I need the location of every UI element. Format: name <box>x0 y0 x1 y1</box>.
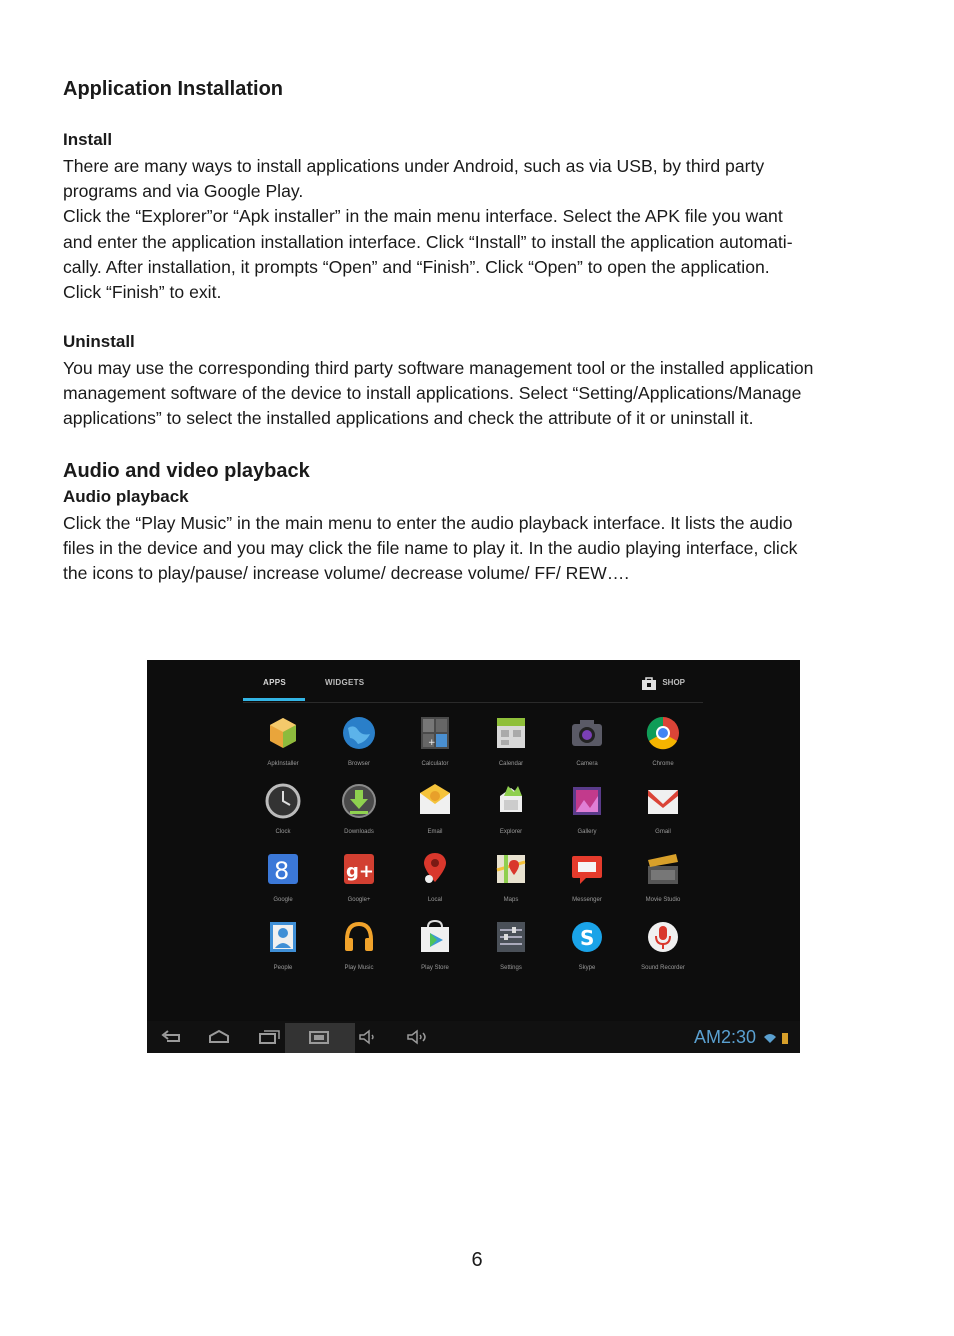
gallery-icon <box>568 782 606 820</box>
app-tile[interactable] <box>549 850 625 918</box>
volume-down-icon[interactable] <box>355 1027 383 1047</box>
calculator-icon <box>416 714 454 752</box>
app-tile[interactable] <box>549 918 625 986</box>
install-line: cally. After installation, it prompts “Open” and “Finish”. Click “Open” to open the application. <box>63 256 770 277</box>
shop-bag-icon <box>641 676 657 690</box>
audio-line: Click the “Play Music” in the main menu to enter the audio playback interface. It lists the audio <box>63 513 793 533</box>
app-label: Gmail <box>655 829 671 835</box>
app-tile[interactable] <box>321 782 397 850</box>
sound-recorder-icon <box>644 918 682 956</box>
app-tile[interactable] <box>473 782 549 850</box>
messenger-icon <box>568 850 606 888</box>
app-label: Movie Studio <box>645 897 681 903</box>
app-label: Calculator <box>421 761 449 767</box>
app-label: Gallery <box>577 829 597 835</box>
email-icon <box>416 782 454 820</box>
app-label: Downloads <box>344 829 374 835</box>
svg-text:g+: g+ <box>346 861 374 882</box>
app-label: Calendar <box>498 761 524 767</box>
app-tile[interactable] <box>397 918 473 986</box>
play-store-icon <box>416 918 454 956</box>
app-label: Maps <box>503 897 519 903</box>
app-tile[interactable] <box>321 918 397 986</box>
app-label: People <box>273 965 293 971</box>
app-tile[interactable] <box>549 714 625 782</box>
app-label: Email <box>427 829 443 835</box>
app-tile[interactable] <box>625 918 701 986</box>
install-line: Click “Finish” to exit. <box>63 282 222 303</box>
uninstall-text <box>63 356 903 432</box>
apk-installer-icon <box>264 714 302 752</box>
app-label: Sound Recorder <box>641 965 685 971</box>
app-tile[interactable] <box>473 714 549 782</box>
app-label: Clock <box>275 829 291 835</box>
uninstall-line: You may use the corresponding third party software management tool or the installed application <box>63 358 814 378</box>
app-tile[interactable] <box>397 782 473 850</box>
svg-text:+: + <box>428 738 436 748</box>
shop-label: SHOP <box>662 678 685 687</box>
app-label: ApkInstaller <box>267 761 299 767</box>
svg-text:8: 8 <box>274 857 290 885</box>
shop-button[interactable] <box>583 676 703 694</box>
app-label: Play Music <box>344 965 374 971</box>
app-tile[interactable] <box>321 714 397 782</box>
movie-studio-icon <box>644 850 682 888</box>
app-tile[interactable] <box>245 782 321 850</box>
explorer-icon <box>492 782 530 820</box>
install-line: Click the “Explorer”or “Apk installer” in the main menu interface. Select the APK file you want <box>63 206 783 227</box>
google-plus-icon <box>340 850 378 888</box>
people-icon <box>264 918 302 956</box>
svg-text:S: S <box>580 926 595 950</box>
app-label: Messenger <box>572 897 602 903</box>
app-tile[interactable] <box>245 850 321 918</box>
local-icon <box>416 850 454 888</box>
app-label: Camera <box>576 761 598 767</box>
install-line: programs and via Google Play. <box>63 181 304 202</box>
app-tile[interactable] <box>625 714 701 782</box>
uninstall-heading: Uninstall <box>63 332 135 351</box>
app-label: Settings <box>500 965 522 971</box>
app-drawer-screenshot <box>147 660 800 1053</box>
back-icon[interactable] <box>159 1027 187 1047</box>
app-tile[interactable] <box>473 850 549 918</box>
app-label: Skype <box>578 965 596 971</box>
app-label: Explorer <box>499 829 523 835</box>
skype-icon <box>568 918 606 956</box>
recent-apps-icon[interactable] <box>255 1027 283 1047</box>
volume-up-icon[interactable] <box>403 1027 431 1047</box>
screenshot-icon[interactable] <box>305 1027 333 1047</box>
tab-apps[interactable]: APPS <box>263 678 286 687</box>
play-music-icon <box>340 918 378 956</box>
app-tile[interactable] <box>397 714 473 782</box>
downloads-icon <box>340 782 378 820</box>
app-tile[interactable] <box>245 714 321 782</box>
app-tile[interactable] <box>625 782 701 850</box>
gmail-icon <box>644 782 682 820</box>
browser-icon <box>340 714 378 752</box>
chrome-icon <box>644 714 682 752</box>
app-label: Google+ <box>347 897 371 903</box>
clock-icon <box>264 782 302 820</box>
av-heading: Audio and video playback <box>63 460 310 482</box>
app-label: Play Store <box>421 965 449 971</box>
app-label: Local <box>427 897 443 903</box>
install-line: and enter the application installation interface. Click “Install” to install the application automati- <box>63 231 793 252</box>
google-icon <box>264 850 302 888</box>
audio-playback-heading: Audio playback <box>63 487 189 506</box>
section-title: Application Installation <box>63 78 284 100</box>
app-tile[interactable] <box>321 850 397 918</box>
audio-playback-text <box>63 511 903 587</box>
active-tab-indicator <box>243 698 305 701</box>
maps-icon <box>492 850 530 888</box>
uninstall-line: management software of the device to install applications. Select “Setting/Applications/Manage <box>63 383 802 404</box>
calendar-icon <box>492 714 530 752</box>
app-label: Chrome <box>652 761 674 767</box>
install-text <box>63 154 903 305</box>
install-heading: Install <box>63 130 113 149</box>
app-tile[interactable] <box>473 918 549 986</box>
app-label: Google <box>273 897 293 903</box>
app-tile[interactable] <box>245 918 321 986</box>
audio-line: the icons to play/pause/ increase volume/ decrease volume/ FF/ REW…. <box>63 563 630 584</box>
home-icon[interactable] <box>205 1027 233 1047</box>
camera-icon <box>568 714 606 752</box>
app-tile[interactable] <box>549 782 625 850</box>
uninstall-line: applications” to select the installed applications and check the attribute of it or uninstall it. <box>63 408 754 429</box>
tab-widgets[interactable]: WIDGETS <box>325 678 365 687</box>
audio-line: files in the device and you may click the file name to play it. In the audio playing interface, click <box>63 538 798 559</box>
app-tile[interactable] <box>625 850 701 918</box>
app-label: Browser <box>347 761 370 767</box>
status-clock: AM2:30 <box>693 1027 756 1047</box>
page-number: 6 <box>471 1249 483 1271</box>
install-line: There are many ways to install applications under Android, such as via USB, by third party <box>63 156 765 176</box>
app-tile[interactable] <box>397 850 473 918</box>
settings-icon <box>492 918 530 956</box>
system-nav-bar <box>147 1021 800 1053</box>
drawer-tabs <box>243 676 703 703</box>
wifi-battery-icon <box>762 1031 792 1045</box>
